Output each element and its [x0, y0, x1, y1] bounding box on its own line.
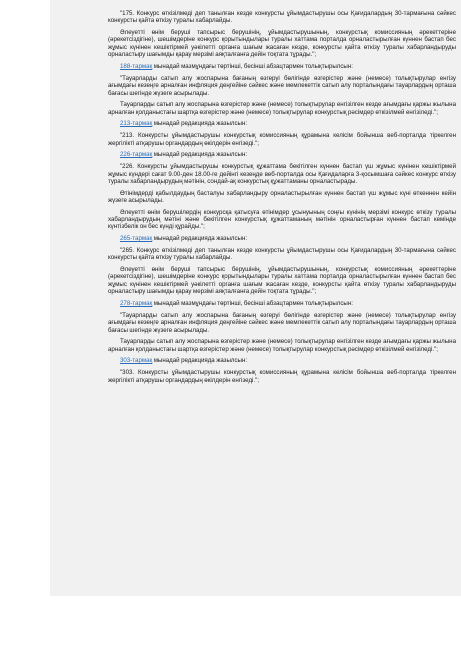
- paragraph: [108, 101, 456, 116]
- paragraph-text: "175. Конкурс өткізілмеді деп танылған кезде конкурсты ұйымдастырушы осы Қағидалардың 30-тармағына сәйкес конкурсты қайта өткізу туралы хабарлайды.: [108, 10, 456, 25]
- amendment-instruction: [108, 120, 456, 127]
- paragraph: [108, 10, 456, 25]
- paragraph: [108, 163, 456, 185]
- amendment-instruction: [108, 151, 456, 158]
- document-body: [108, 10, 456, 388]
- paragraph: [108, 369, 456, 384]
- article-link[interactable]: 303-тармақ: [120, 357, 153, 365]
- paragraph-text: мынадай мазмұндағы төртінші, бесінші абзацтармен толықтырылсын:: [152, 62, 353, 70]
- paragraph: [108, 266, 456, 296]
- article-link[interactable]: 188-тармақ: [120, 62, 153, 70]
- amendment-instruction: [108, 357, 456, 364]
- paragraph: [108, 247, 456, 262]
- amendment-instruction: [108, 300, 456, 307]
- paragraph-text: мынадай мазмұндағы төртінші, бесінші абзацтармен толықтырылсын:: [152, 299, 353, 307]
- article-link[interactable]: 265-тармақ: [120, 235, 153, 243]
- paragraph-text: Әлеуетті өнім беруші тапсырыс берушінің, ұйымдастырушының, конкурстық комиссияның әрекеттеріне (әрекетсіздігіне), шешімдеріне конкурс қорытындылары туралы хаттама порталда орналастырылған күннен бастап бес жұмыс күнінен кешіктірмей уәкілетті органға шағым жасаған кезде, конкурсты қайта өткізу туралы хабарландыруды орналастыру шағымды қарау мерзімі аяқталғанға дейін тоқтата тұрады.";: [108, 29, 456, 59]
- paragraph-text: "226. Конкурсты ұйымдастырушы конкурстық құжаттама бекітілген күннен бастап үш жұмыс күнінен кешіктірмей жұмыс күндері сағат 9.00-ден 18.00-ге дейінгі кезеңде веб-порталда осы Қағидаларға 3-қосымшаға сәйкес конкурс өткізу туралы хабарландырудың мәтінін, сондай-ақ конкурстық құжаттаманы орналастырады.: [108, 163, 456, 186]
- paragraph: [108, 132, 456, 147]
- paragraph: [108, 75, 456, 97]
- paragraph-text: "Тауарларды сатып алу жоспарына бағаның өзгеруі бөлігінде өзгерістер және (немесе) толықтырулар енгізу ағымдағы кезеңге арналған инфляция деңгейіне сәйкес және мемлекеттік сатып алу порталындағы тауарлардың орташа бағасы шегінде жүзеге асырылады.: [108, 311, 456, 334]
- paragraph-text: "Тауарларды сатып алу жоспарына бағаның өзгеруі бөлігінде өзгерістер және (немесе) толықтырулар енгізу ағымдағы кезеңге арналған инфляция деңгейіне сәйкес және мемлекеттік сатып алу порталындағы тауарлардың орташа бағасы шегінде жүзеге асырылады.: [108, 74, 456, 97]
- paragraph-text: Тауарларды сатып алу жоспарына өзгерістер және (немесе) толықтырулар енгізілген кезде ағымдағы қаржы жылына арналған қолданыстағы шартқа өзгерістер және (немесе) толықтырулар конкурстық рәсімдер өткізілмей енгізіледі.";: [108, 338, 456, 353]
- paragraph: [108, 209, 456, 231]
- paragraph-text: мынадай редакцияда жазылсын:: [152, 235, 248, 243]
- document-page: [50, 0, 461, 596]
- paragraph-text: "213. Конкурсты ұйымдастырушы конкурстық комиссияның құрамына келісім бойынша веб-порталда тіркелген жергілікті атқарушы органдардың өкілдерін енгізеді.";: [108, 132, 456, 147]
- paragraph-text: мынадай редакцияда жазылсын:: [152, 120, 248, 128]
- amendment-instruction: [108, 63, 456, 70]
- article-link[interactable]: 226-тармақ: [120, 151, 153, 159]
- paragraph: [108, 190, 456, 205]
- paragraph: [108, 312, 456, 334]
- paragraph: [108, 338, 456, 353]
- paragraph-text: мынадай редакцияда жазылсын:: [152, 357, 248, 365]
- article-link[interactable]: 278-тармақ: [120, 299, 153, 307]
- article-link[interactable]: 213-тармақ: [120, 120, 153, 128]
- paragraph-text: Өтінімдерді қабылдаудың басталуы хабарландыру орналастырылған күннен бастап үш жұмыс күні өткеннен кейін жүзеге асырылады.: [108, 189, 456, 205]
- paragraph-text: Әлеуетті өнім беруші тапсырыс берушінің, ұйымдастырушының, конкурстық комиссияның әрекеттеріне (әрекетсіздігіне), шешімдеріне конкурс қорытындылары туралы хаттама порталда орналастырылған күннен бастап бес жұмыс күнінен кешіктірмей уәкілетті органға шағым жасаған кезде, конкурсты қайта өткізу туралы хабарландыруды орналастыру шағымды қарау мерзімі аяқталғанға дейін тоқтата тұрады.";: [108, 266, 456, 296]
- paragraph-text: Тауарларды сатып алу жоспарына өзгерістер және (немесе) толықтырулар енгізілген кезде ағымдағы қаржы жылына арналған қолданыстағы шартқа өзгерістер және (немесе) толықтырулар конкурстық рәсімдер өткізілмей енгізіледі.";: [108, 101, 456, 116]
- paragraph-text: Әлеуетті өнім берушілердің конкурсқа қатысуға өтінімдер ұсынуының соңғы күнінің мерзімі конкурс өткізу туралы хабарландырудың мәтіні және бекітілген конкурстық құжаттаманың мәтінін орналастырған күннен бастап кемінде күнтізбелік он бес күнді құрайды.";: [108, 208, 456, 231]
- amendment-instruction: [108, 235, 456, 242]
- paragraph: [108, 29, 456, 59]
- paragraph-text: "303. Конкурсты ұйымдастырушы конкурстық комиссияның құрамына келісім бойынша веб-порталда тіркелген жергілікті атқарушы органдардың өкілдерін енгізеді.";: [108, 369, 456, 384]
- paragraph-text: "265. Конкурс өткізілмеді деп танылған кезде конкурсты ұйымдастырушы осы Қағидалардың 30-тармағына сәйкес конкурсты қайта өткізу туралы хабарлайды.: [108, 247, 456, 262]
- paragraph-text: мынадай редакцияда жазылсын:: [152, 151, 248, 159]
